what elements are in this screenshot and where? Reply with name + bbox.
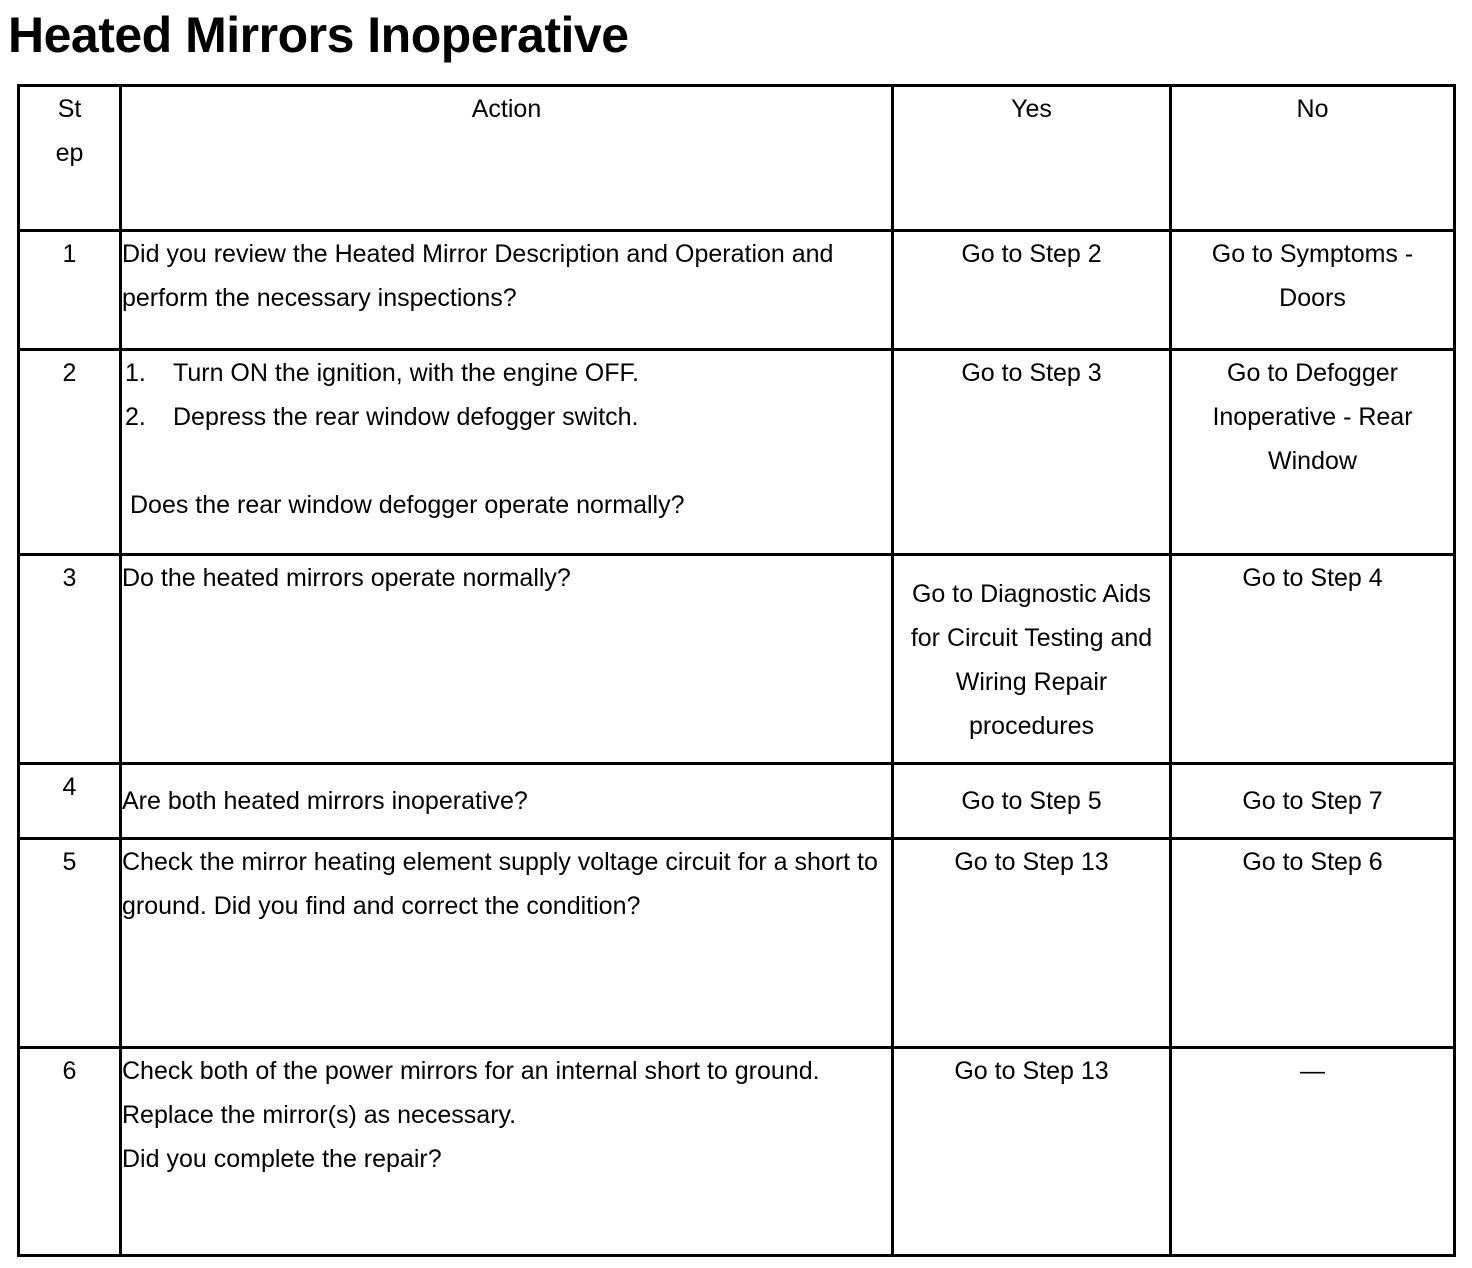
list-item-text: Turn ON the ignition, with the engine OFF. xyxy=(173,359,639,387)
step-number: 3 xyxy=(19,555,121,764)
header-no: No xyxy=(1171,86,1455,231)
action-text: Are both heated mirrors inoperative? xyxy=(121,764,893,839)
header-yes: Yes xyxy=(893,86,1171,231)
list-item xyxy=(122,395,891,439)
step-number: 2 xyxy=(19,350,121,555)
no-result: Go to Step 7 xyxy=(1171,764,1455,839)
step-number: 1 xyxy=(19,231,121,350)
table-row xyxy=(19,555,1455,764)
header-step xyxy=(19,86,121,231)
table-row xyxy=(19,1048,1455,1256)
action-text: Did you review the Heated Mirror Description and Operation and perform the necessary inspections? xyxy=(121,231,893,350)
yes-result: Go to Step 13 xyxy=(893,1048,1171,1256)
no-result-text: Go to Defogger Inoperative - Rear Window xyxy=(1212,359,1413,475)
list-item-number: 1. xyxy=(125,359,146,387)
yes-result: Go to Step 13 xyxy=(893,839,1171,1048)
action-text: Check the mirror heating element supply voltage circuit for a short to ground. Did you find and correct the condition? xyxy=(121,839,893,1048)
step-number: 6 xyxy=(19,1048,121,1256)
page-title: Heated Mirrors Inoperative xyxy=(8,7,629,63)
step-number: 4 xyxy=(19,764,121,839)
table-row xyxy=(19,350,1455,555)
yes-result-text: Go to Diagnostic Aids for Circuit Testing and Wiring Repair procedures xyxy=(910,580,1153,740)
action-text: Do the heated mirrors operate normally? xyxy=(121,555,893,764)
yes-result xyxy=(893,555,1171,764)
list-item-text: Depress the rear window defogger switch. xyxy=(173,403,639,431)
header-step-line2: ep xyxy=(55,139,84,167)
yes-result: Go to Step 5 xyxy=(893,764,1171,839)
yes-result: Go to Step 3 xyxy=(893,350,1171,555)
list-item-number: 2. xyxy=(125,403,146,431)
action-text: Check both of the power mirrors for an internal short to ground. Replace the mirror(s) as necessary. xyxy=(122,1057,820,1129)
table-row xyxy=(19,231,1455,350)
table-row xyxy=(19,839,1455,1048)
header-step-line1: St xyxy=(57,95,82,123)
no-result xyxy=(1171,350,1455,555)
diagnostic-table xyxy=(17,84,1456,1257)
table-row xyxy=(19,764,1455,839)
no-result: Go to Step 6 xyxy=(1171,839,1455,1048)
list-item xyxy=(122,351,891,395)
no-result-text: Go to Symptoms - Doors xyxy=(1211,240,1414,312)
no-result: Go to Step 4 xyxy=(1171,555,1455,764)
no-result: — xyxy=(1171,1048,1455,1256)
action-cell xyxy=(121,350,893,555)
action-list xyxy=(122,351,891,439)
yes-result: Go to Step 2 xyxy=(893,231,1171,350)
action-question: Did you complete the repair? xyxy=(122,1145,442,1173)
no-result xyxy=(1171,231,1455,350)
header-row xyxy=(19,86,1455,231)
action-question: Does the rear window defogger operate normally? xyxy=(130,491,685,519)
step-number: 5 xyxy=(19,839,121,1048)
header-action: Action xyxy=(121,86,893,231)
action-cell xyxy=(121,1048,893,1256)
